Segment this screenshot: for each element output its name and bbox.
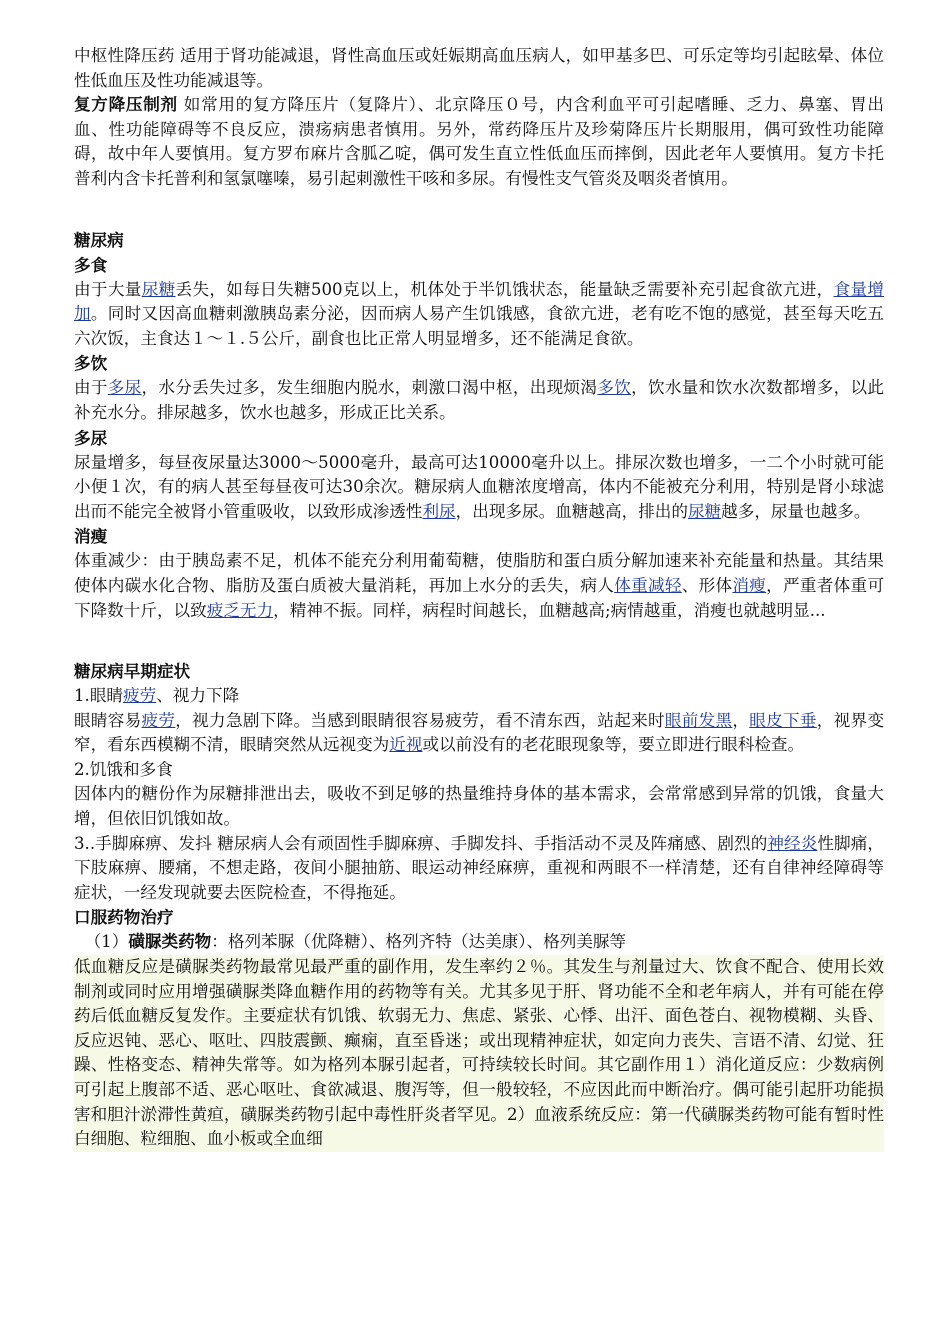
weight-loss-heading: 消瘦	[74, 527, 108, 547]
fatigue-link-eye[interactable]: 疲劳	[141, 710, 176, 730]
polyuria-paragraph: 尿量增多，每昼夜尿量达3000～5000毫升，最高可达10000毫升以上。排尿次数也增多，一二个小时就可能小便１次，有的病人甚至每昼夜可达30余次。糖尿病人血糖浓度增高，体内不能被充分利用，特别是肾小球滤出而不能完全被肾小管重吸收，以致形成渗透性利尿，出现多尿。血糖越高，排出的尿糖越多，尿量也越多。	[74, 452, 884, 521]
eye-fatigue-heading: 1.眼睛疲劳、视力下降	[74, 686, 240, 706]
blackout-link[interactable]: 眼前发黑	[664, 710, 733, 730]
ptosis-link[interactable]: 眼皮下垂	[749, 710, 817, 730]
sulfonylurea-heading: （1）磺脲类药物：格列苯脲（优降糖）、格列齐特（达美康）、格列美脲等	[84, 932, 627, 952]
early-symptoms-heading: 糖尿病早期症状	[74, 662, 191, 682]
oral-drug-heading: 口服药物治疗	[74, 908, 174, 928]
compound-antihypertensive-title: 复方降压制剂	[74, 95, 178, 115]
fatigue-link[interactable]: 疲乏无力	[206, 600, 274, 620]
central-antihypertensive-title: 中枢性降压药	[74, 46, 175, 65]
sulfonylurea-title: 磺脲类药物	[128, 932, 212, 952]
urine-sugar-link-2[interactable]: 尿糖	[687, 501, 722, 521]
polyuria-heading: 多尿	[74, 428, 108, 448]
increased-appetite-link[interactable]: 食量增加	[74, 279, 885, 324]
polyphagia-heading: 多食	[74, 255, 108, 275]
polyuria-link[interactable]: 多尿	[107, 378, 142, 398]
polyphagia-paragraph: 由于大量尿糖丢失，如每日失糖500克以上，机体处于半饥饿状态，能量缺乏需要补充引起食欲亢进，食量增加。同时又因高血糖刺激胰岛素分泌，因而病人易产生饥饿感，食欲亢进，老有吃不饱的感觉，甚至每天吃五六次饭，主食达１～１.５公斤，副食也比正常人明显增多，还不能满足食欲。	[74, 279, 885, 348]
sulfonylurea-side-effects-paragraph: 低血糖反应是磺脲类药物最常见最严重的副作用，发生率约２％。其发生与剂量过大、饮食不配合、使用长效制剂或同时应用增强磺脲类降血糖作用的药物等有关。尤其多见于肝、肾功能不全和老年病人，并有可能在停药后低血糖反复发作。主要症状有饥饿、软弱无力、焦虑、紧张、心悸、出汗、面色苍白、视物模糊、头昏、反应迟钝、恶心、呕吐、四肢震颤、癫痫，直至昏迷；或出现精神症状，如定向力丧失、言语不清、幻觉、狂躁、性格变态、精神失常等。如为格列本脲引起者，可持续较长时间。其它副作用１）消化道反应：少数病例可引起上腹部不适、恶心呕吐、食欲减退、腹泻等，但一般较轻，不应因此而中断治疗。偶可能引起肝功能损害和胆汁淤滞性黄疸，磺脲类药物引起中毒性肝炎者罕见。2）血液系统反应：第一代磺脲类药物可能有暂时性白细胞、粒细胞、血小板或全血细	[74, 955, 884, 1152]
eye-fatigue-paragraph: 眼睛容易疲劳，视力急剧下降。当感到眼睛很容易疲劳，看不清东西，站起来时眼前发黑，眼皮下垂，视界变窄，看东西模糊不清，眼睛突然从远视变为近视或以前没有的老花眼现象等，要立即进行眼科检查。	[74, 710, 885, 755]
document-page	[74, 44, 884, 1152]
polydipsia-heading: 多饮	[74, 354, 108, 374]
diuresis-link[interactable]: 利尿	[422, 501, 456, 521]
hunger-paragraph: 因体内的糖份作为尿糖排泄出去，吸收不到足够的热量维持身体的基本需求，会常常感到异常的饥饿，食量大增，但依旧饥饿如故。	[74, 784, 884, 829]
polydipsia-link[interactable]: 多饮	[597, 378, 632, 398]
polydipsia-paragraph: 由于多尿，水分丢失过多，发生细胞内脱水，刺激口渴中枢，出现烦渴多饮，饮水量和饮水次数都增多，以此补充水分。排尿越多，饮水也越多，形成正比关系。	[74, 378, 885, 422]
hunger-heading: 2.饥饿和多食	[74, 759, 173, 779]
diabetes-heading: 糖尿病	[74, 230, 124, 250]
weight-loss-link[interactable]: 体重减轻	[614, 575, 682, 595]
central-antihypertensive-paragraph: 中枢性降压药 适用于肾功能减退，肾性高血压或妊娠期高血压病人，如甲基多巴、可乐定等均引起眩晕、体位性低血压及性功能减退等。	[74, 46, 885, 90]
compound-antihypertensive-paragraph: 复方降压制剂 如常用的复方降压片（复降片）、北京降压０号，内含利血平可引起嗜睡、乏力、鼻塞、胃出血、性功能障碍等不良反应，溃疡病患者慎用。另外，常药降压片及珍菊降压片长期服用，偶可致性功能障碍，故中年人要慎用。复方罗布麻片含胍乙啶，偶可发生直立性低血压而摔倒，因此老年人要慎用。复方卡托普利内含卡托普利和氢氯噻嗪，易引起刺激性干咳和多尿。有慢性支气管炎及咽炎者慎用。	[74, 95, 885, 188]
numbness-paragraph: 3..手脚麻痹、发抖 糖尿病人会有顽固性手脚麻痹、手脚发抖、手指活动不灵及阵痛感、剧烈的神经炎性脚痛，下肢麻痹、腰痛，不想走路，夜间小腿抽筋、眼运动神经麻痹，重视和两眼不一样清楚，还有自律神经障碍等症状，一经发现就要去医院检查，不得拖延。	[74, 833, 884, 902]
urine-sugar-link[interactable]: 尿糖	[141, 279, 176, 299]
emaciation-link[interactable]: 消瘦	[732, 575, 767, 595]
neuritis-link[interactable]: 神经炎	[767, 833, 818, 853]
fatigue-link-eye-head[interactable]: 疲劳	[123, 686, 157, 706]
myopia-link[interactable]: 近视	[389, 735, 423, 755]
weight-loss-paragraph: 体重减少：由于胰岛素不足，机体不能充分利用葡萄糖，使脂肪和蛋白质分解加速来补充能量和热量。其结果使体内碳水化合物、脂肪及蛋白质被大量消耗，再加上水分的丢失，病人体重减轻、形体消瘦，严重者体重可下降数十斤，以致疲乏无力，精神不振。同样，病程时间越长，血糖越高;病情越重，消瘦也就越明显...	[74, 551, 885, 620]
